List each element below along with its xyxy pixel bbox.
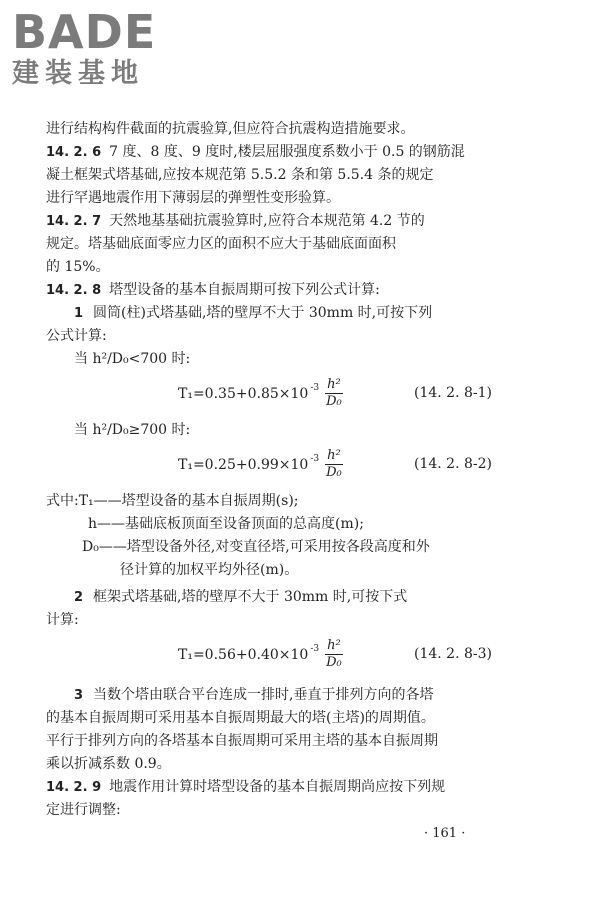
paragraph-line: 规定。塔基础底面零应力区的面积不应大于基础底面面积 [46,236,396,252]
formula-fraction [325,377,343,410]
equation-number: (14. 2. 8-2) [414,456,492,472]
clause-14-2-6 [46,141,516,164]
clause-number: 14. 2. 8 [46,283,102,298]
clause-14-2-7 [46,210,516,233]
clause-number: 14. 2. 9 [46,780,102,795]
formula-14-2-8-2 [46,442,516,490]
paragraph-line: 凝土框架式塔基础,应按本规范第 5.5.2 条和第 5.5.4 条的规定 [46,167,434,183]
paragraph-line: 乘以折减系数 0.9。 [46,756,171,772]
paragraph-line: 计算: [46,612,79,628]
item-number: 1 [74,306,84,321]
equation-number: (14. 2. 8-1) [414,385,492,401]
item-2 [46,586,516,609]
formula-exponent: -3 [310,453,320,464]
logo-subtitle: 建装基地 [12,58,144,89]
item-number: 3 [74,688,84,703]
legend-d0: D₀——塔型设备外径,对变直径塔,可采用按各段高度和外 [82,539,430,555]
fraction-numerator: h² [327,377,341,392]
formula-fraction [325,448,343,481]
item-text: 框架式塔基础,塔的壁厚不大于 30mm 时,可按下式 [93,589,408,605]
clause-text: 7 度、8 度、9 度时,楼层屈服强度系数小于 0.5 的钢筋混 [109,144,465,160]
bade-logo [12,6,182,92]
document-body [46,118,516,822]
paragraph-line: 定进行调整: [46,802,121,818]
legend-h: h——基础底板顶面至设备顶面的总高度(m); [88,516,364,532]
formula-exponent: -3 [310,382,320,393]
fraction-denominator: D₀ [326,655,342,670]
formula-expression [178,448,343,481]
legend-t1 [46,490,516,513]
legend-d0-cont: 径计算的加权平均外径(m)。 [120,562,299,578]
clause-text: 塔型设备的基本自振周期可按下列公式计算: [109,282,380,298]
clause-text: 天然地基基础抗震验算时,应符合本规范第 4.2 节的 [109,213,425,229]
fraction-denominator: D₀ [326,394,342,409]
formula-lhs: T₁=0.25+0.99×10 [178,456,309,473]
legend-lead: 式中: [46,493,79,509]
paragraph-line: 平行于排列方向的各塔基本自振周期可采用主塔的基本自振周期 [46,733,438,749]
page-number: · 161 · [424,826,466,841]
clause-14-2-9 [46,776,516,799]
condition-line: 当 h²/D₀≥700 时: [74,422,191,438]
formula-14-2-8-1 [46,371,516,419]
fraction-numerator: h² [327,448,341,463]
clause-text: 地震作用计算时塔型设备的基本自振周期尚应按下列规 [109,779,446,795]
formula-lhs: T₁=0.35+0.85×10 [178,385,309,402]
clause-14-2-8 [46,279,516,302]
paragraph-line: 进行罕遇地震作用下薄弱层的弹塑性变形验算。 [46,190,340,206]
item-text: 当数个塔由联合平台连成一排时,垂直于排列方向的各塔 [93,687,434,703]
item-text: 圆筒(柱)式塔基础,塔的壁厚不大于 30mm 时,可按下列 [93,305,433,321]
formula-lhs: T₁=0.56+0.40×10 [178,646,309,663]
item-number: 2 [74,590,84,605]
item-3 [46,684,516,707]
formula-expression [178,638,343,671]
legend-text: T₁——塔型设备的基本自振周期(s); [78,493,299,509]
formula-exponent: -3 [310,643,320,654]
clause-number: 14. 2. 6 [46,145,102,160]
item-1 [46,302,516,325]
fraction-denominator: D₀ [326,465,342,480]
formula-fraction [325,638,343,671]
paragraph-line: 进行结构构件截面的抗震验算,但应符合抗震构造措施要求。 [46,121,415,137]
formula-14-2-8-3 [46,632,516,680]
equation-number: (14. 2. 8-3) [414,646,492,662]
fraction-numerator: h² [327,638,341,653]
condition-line: 当 h²/D₀<700 时: [74,351,191,367]
paragraph-line: 公式计算: [46,328,107,344]
formula-expression [178,377,343,410]
logo-wordmark: BADE [12,5,157,59]
paragraph-line: 的 15%。 [46,259,110,275]
clause-number: 14. 2. 7 [46,214,102,229]
paragraph-line: 的基本自振周期可采用基本自振周期最大的塔(主塔)的周期值。 [46,710,435,726]
